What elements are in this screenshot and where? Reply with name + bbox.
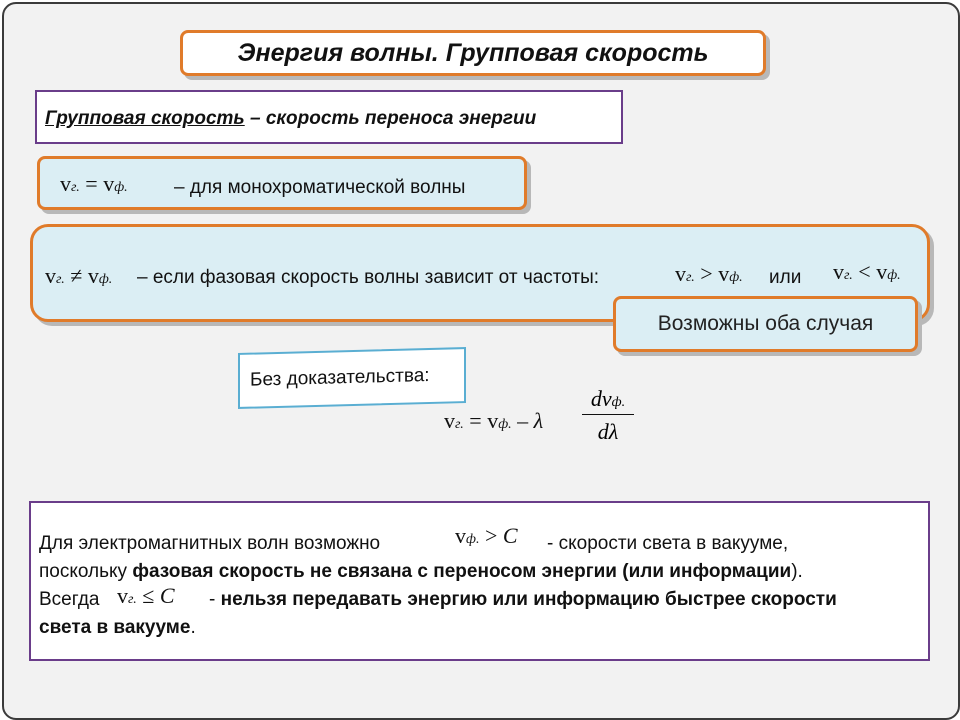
definition-dash: – xyxy=(250,108,261,129)
group-velocity-formula xyxy=(444,408,543,434)
disp-rhs-sub: ф. xyxy=(98,272,113,287)
fraction-bar xyxy=(582,414,634,415)
em-m1-op: > xyxy=(484,523,498,548)
em-m1-v: v xyxy=(455,523,466,548)
em-line4-bold: света в вакууме xyxy=(39,617,191,638)
formula-eq: = xyxy=(469,408,482,433)
mono-op: = xyxy=(85,171,98,196)
fraction-numerator: dv xyxy=(590,386,612,411)
formula-fraction xyxy=(582,386,634,445)
em-line1-b: - скорости света в вакууме, xyxy=(547,533,789,554)
case1-rhs-sub: ф. xyxy=(729,270,743,285)
em-m1-sub: ф. xyxy=(466,532,480,547)
formula-lhs-sub: г. xyxy=(455,417,464,432)
case2-rhs: v xyxy=(876,259,888,284)
formula-lambda: λ xyxy=(533,408,544,433)
mono-formula xyxy=(60,171,128,197)
mono-text: – для монохроматической волны xyxy=(174,177,466,198)
fraction-denominator: dλ xyxy=(597,419,619,444)
case-greater-formula xyxy=(675,261,743,287)
em-line1-a: Для электромагнитных волн возможно xyxy=(39,533,381,554)
no-proof-label: Без доказательства: xyxy=(238,347,466,409)
case2-lhs: v xyxy=(833,259,844,284)
formula-lhs: v xyxy=(444,408,455,433)
or-word: или xyxy=(769,267,802,288)
mono-rhs: v xyxy=(103,171,115,196)
slide-title: Энергия волны. Групповая скорость xyxy=(180,30,766,76)
definition-box xyxy=(35,90,623,144)
em-line4 xyxy=(39,617,196,639)
em-line3-rest xyxy=(209,589,837,611)
em-line3-a: Всегда xyxy=(39,589,100,610)
disp-lhs: v xyxy=(45,263,56,288)
definition-text: скорость переноса энергии xyxy=(265,108,537,129)
em-line2-bold: фазовая скорость не связана с переносом энергии (или информации xyxy=(132,561,792,582)
definition-term: Групповая скорость xyxy=(45,108,245,129)
fraction-numerator-sub: ф. xyxy=(611,395,626,410)
em-line4-end: . xyxy=(190,617,196,638)
case1-rhs: v xyxy=(718,261,730,286)
case1-lhs: v xyxy=(675,261,686,286)
em-phase-greater-c xyxy=(455,523,518,549)
case-less-formula xyxy=(833,259,901,285)
disp-rhs: v xyxy=(87,263,99,288)
disp-lhs-sub: г. xyxy=(56,272,65,287)
case2-lhs-sub: г. xyxy=(844,268,853,283)
em-m2-op: ≤ xyxy=(142,583,155,608)
dispersion-formula xyxy=(45,263,112,289)
em-line2 xyxy=(39,561,803,583)
formula-minus: – xyxy=(517,408,529,433)
em-m2-v: v xyxy=(117,583,128,608)
case1-lhs-sub: г. xyxy=(686,270,695,285)
em-m2-c: C xyxy=(159,583,175,608)
monochromatic-box xyxy=(37,156,527,210)
electromagnetic-box xyxy=(29,501,930,661)
formula-v: v xyxy=(487,408,499,433)
em-line2-end: ). xyxy=(791,561,803,582)
mono-lhs-sub: г. xyxy=(71,180,80,195)
formula-v-sub: ф. xyxy=(498,417,512,432)
em-m2-sub: г. xyxy=(128,592,137,607)
em-line2-a: поскольку xyxy=(39,561,128,582)
case2-op: < xyxy=(858,259,871,284)
dispersion-text: – если фазовая скорость волны зависит от частоты: xyxy=(137,267,600,288)
case2-rhs-sub: ф. xyxy=(887,268,901,283)
mono-lhs: v xyxy=(60,171,71,196)
em-group-le-c xyxy=(117,583,175,609)
case1-op: > xyxy=(700,261,713,286)
disp-op: ≠ xyxy=(70,263,83,288)
em-line3-b: - xyxy=(209,589,221,610)
both-cases-box: Возможны оба случая xyxy=(613,296,918,352)
em-line3-bold: нельзя передавать энергию или информацию быстрее скорости xyxy=(220,589,837,610)
em-m1-c: C xyxy=(502,523,518,548)
mono-rhs-sub: ф. xyxy=(114,180,128,195)
